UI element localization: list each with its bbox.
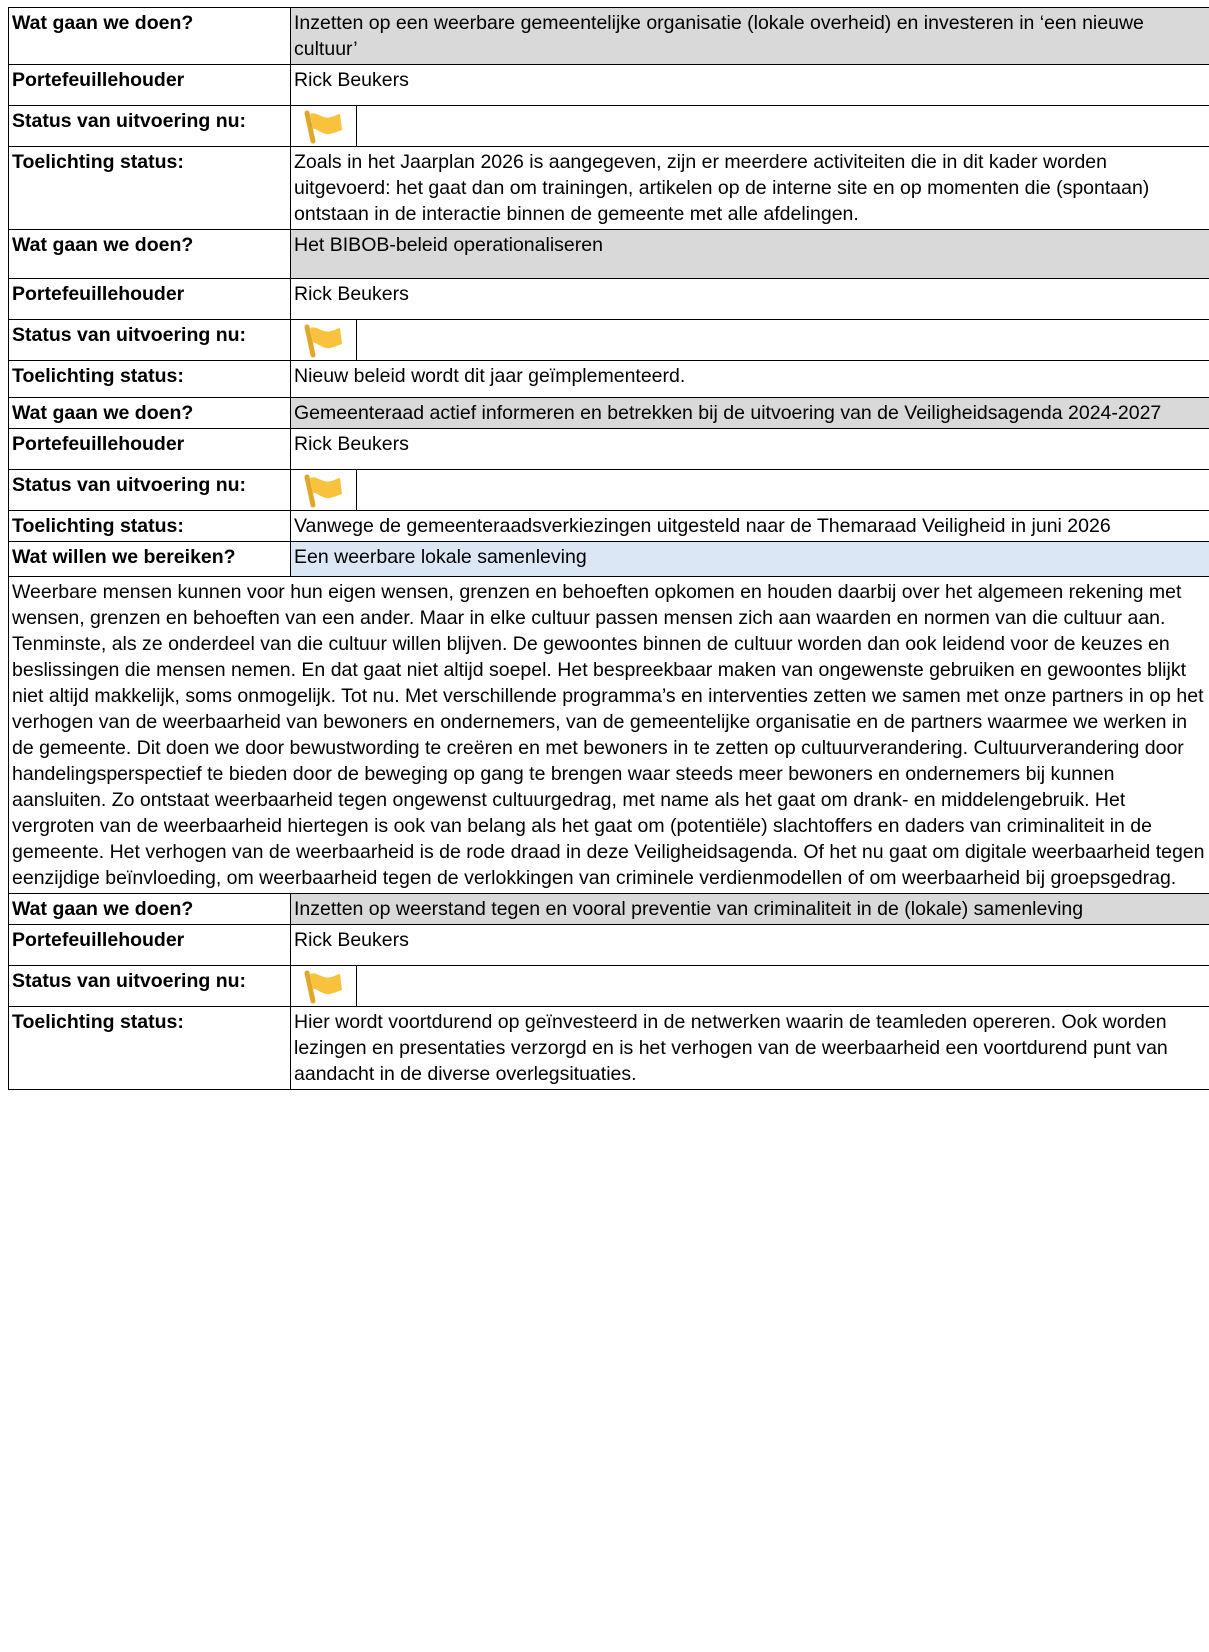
row-what-do [9,398,1209,429]
value-what-do: Inzetten op weerstand tegen en vooral preventie van criminaliteit in de (lokale) samenleving [291,894,1209,925]
value-holder: Rick Beukers [291,925,1209,966]
status-empty-cell [357,106,1209,147]
row-what-achieve [9,542,1209,577]
value-explanation: Vanwege de gemeenteraadsverkiezingen uitgesteld naar de Themaraad Veiligheid in juni 2026 [291,511,1209,542]
status-flag-cell [291,320,357,361]
value-what-do: Gemeenteraad actief informeren en betrekken bij de uitvoering van de Veiligheidsagenda 2024-2027 [291,398,1209,429]
label-explanation: Toelichting status: [9,511,291,542]
label-what-do: Wat gaan we doen? [9,8,291,65]
status-flag-cell [291,966,357,1007]
status-report-sheet [8,7,1209,1090]
row-what-do [9,894,1209,925]
row-explanation [9,147,1209,230]
status-empty-cell [357,470,1209,511]
label-what-do: Wat gaan we doen? [9,230,291,279]
label-holder: Portefeuillehouder [9,279,291,320]
yellow-flag-icon [294,970,352,1004]
yellow-flag-icon [294,110,352,144]
goal-intro-text: Weerbare mensen kunnen voor hun eigen wensen, grenzen en behoeften opkomen en houden daarbij over het algemeen rekening met wensen, grenzen en behoeften van een ander. Maar in elke cultuur passen mensen zich aan waarden en normen van die cultuur aan. Tenminste, als ze onderdeel van die cultuur willen blijven. De gewoontes binnen de cultuur worden dan ook leidend voor de keuzes en beslissingen die mensen nemen. En dat gaat niet altijd soepel. Het bespreekbaar maken van ongewenste gebruiken en gewoontes blijkt niet altijd makkelijk, soms onmogelijk. Tot nu. Met verschillende programma’s en interventies zetten we samen met onze partners in op het verhogen van de weerbaarheid van bewoners en ondernemers, van de gemeentelijke organisatie en de partners waarmee we werken in de gemeente. Dit doen we door bewustwording te creëren en met bewoners in te zetten op cultuurverandering. Cultuurverandering door handelingsperspectief te bieden door de beweging op gang te brengen waar steeds meer bewoners en ondernemers bij kunnen aansluiten. Zo ontstaat weerbaarheid tegen ongewenst cultuurgedrag, met name als het gaat om drank- en middelengebruik. Het vergroten van de weerbaarheid hiertegen is ook van belang als het gaat om (potentiële) slachtoffers en daders van criminaliteit in de gemeente. Het verhogen van de weerbaarheid is de rode draad in deze Veiligheidsagenda. Of het nu gaat om digitale weerbaarheid tegen eenzijdige beïnvloeding, om weerbaarheid tegen de verlokkingen van criminele verdienmodellen of om weerbaarheid bij groepsgedrag. [9,577,1209,894]
label-holder: Portefeuillehouder [9,65,291,106]
label-status: Status van uitvoering nu: [9,106,291,147]
label-status: Status van uitvoering nu: [9,966,291,1007]
row-status [9,106,1209,147]
row-explanation [9,511,1209,542]
row-status [9,966,1209,1007]
row-what-do [9,8,1209,65]
label-explanation: Toelichting status: [9,1007,291,1090]
row-status [9,470,1209,511]
label-explanation: Toelichting status: [9,361,291,398]
row-goal-intro [9,577,1209,894]
label-status: Status van uitvoering nu: [9,470,291,511]
row-explanation [9,1007,1209,1090]
label-status: Status van uitvoering nu: [9,320,291,361]
row-status [9,320,1209,361]
value-explanation: Zoals in het Jaarplan 2026 is aangegeven, zijn er meerdere activiteiten die in dit kader worden uitgevoerd: het gaat dan om trainingen, artikelen op de interne site en op momenten die (spontaan) ontstaan in de interactie binnen de gemeente met alle afdelingen. [291,147,1209,230]
status-flag-cell [291,106,357,147]
row-holder [9,429,1209,470]
label-explanation: Toelichting status: [9,147,291,230]
value-what-do: Inzetten op een weerbare gemeentelijke organisatie (lokale overheid) en investeren in ‘een nieuwe cultuur’ [291,8,1209,65]
yellow-flag-icon [294,474,352,508]
label-what-do: Wat gaan we doen? [9,398,291,429]
value-explanation: Nieuw beleid wordt dit jaar geïmplementeerd. [291,361,1209,398]
value-holder: Rick Beukers [291,429,1209,470]
row-holder [9,279,1209,320]
value-what-do: Het BIBOB-beleid operationaliseren [291,230,1209,279]
status-empty-cell [357,966,1209,1007]
value-explanation: Hier wordt voortdurend op geïnvesteerd in de netwerken waarin de teamleden opereren. Ook worden lezingen en presentaties verzorgd en is het verhogen van de weerbaarheid een voortdurend punt van aandacht in de diverse overlegsituaties. [291,1007,1209,1090]
row-holder [9,65,1209,106]
value-what-achieve: Een weerbare lokale samenleving [291,542,1209,577]
row-holder [9,925,1209,966]
value-holder: Rick Beukers [291,279,1209,320]
status-empty-cell [357,320,1209,361]
status-table [8,7,1209,1090]
row-explanation [9,361,1209,398]
yellow-flag-icon [294,324,352,358]
value-holder: Rick Beukers [291,65,1209,106]
label-holder: Portefeuillehouder [9,925,291,966]
label-what-achieve: Wat willen we bereiken? [9,542,291,577]
status-flag-cell [291,470,357,511]
row-what-do [9,230,1209,279]
label-what-do: Wat gaan we doen? [9,894,291,925]
label-holder: Portefeuillehouder [9,429,291,470]
